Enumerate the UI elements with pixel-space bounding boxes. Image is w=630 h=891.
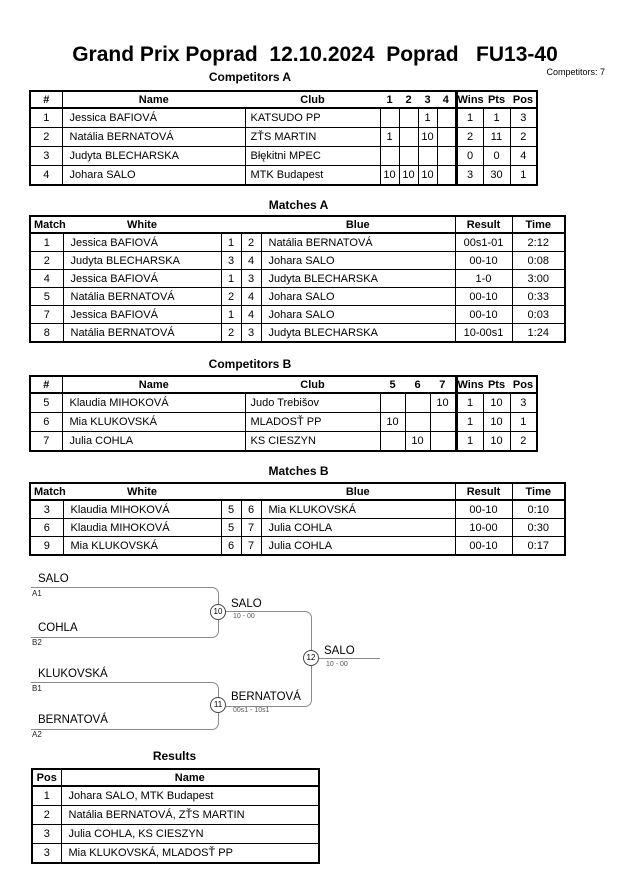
cell-wins: 3: [456, 166, 483, 186]
cell-white-num: 6: [221, 537, 241, 556]
table-row: [30, 252, 565, 270]
cell-time: 0:17: [512, 537, 565, 556]
competitors-a-table: [29, 90, 538, 186]
cell-white-name: Klaudia MIHOKOVÁ: [63, 519, 221, 537]
cell-wins: 1: [456, 393, 483, 413]
table-row: [32, 786, 319, 806]
matches-a-table: [29, 215, 566, 343]
table-row: [32, 825, 319, 844]
cell-white-name: Judyta BLECHARSKA: [63, 252, 221, 270]
cell-wins: 1: [456, 108, 483, 128]
cell-time: 0:30: [512, 519, 565, 537]
cell-round-7: [430, 432, 456, 452]
cell-number: 3: [30, 147, 62, 166]
cell-match-number: 7: [30, 306, 63, 324]
cell-club: ZŤS MARTIN: [245, 128, 380, 147]
cell-round-4: [437, 147, 456, 166]
col-header-r3: 7: [430, 376, 456, 393]
cell-name: Johara SALO, MTK Budapest: [61, 786, 319, 806]
col-header-r3: 3: [418, 91, 437, 108]
cell-name: Judyta BLECHARSKA: [62, 147, 245, 166]
cell-club: Judo Trebišov: [245, 393, 380, 413]
table-row: [30, 108, 537, 128]
cell-pos: 4: [510, 147, 537, 166]
cell-pts: 1: [483, 108, 510, 128]
cell-number: 1: [30, 108, 62, 128]
cell-round-5: 10: [380, 413, 405, 432]
col-header-number: #: [30, 376, 62, 393]
cell-round-5: [380, 432, 405, 452]
cell-pts: 0: [483, 147, 510, 166]
cell-pts: 11: [483, 128, 510, 147]
table-row: [30, 306, 565, 324]
bracket-semi1-score: 10 - 00: [233, 613, 255, 620]
cell-white-name: Mia KLUKOVSKÁ: [63, 537, 221, 556]
bracket-slot-b2-name: COHLA: [38, 622, 78, 634]
cell-time: 0:08: [512, 252, 565, 270]
cell-match-number: 5: [30, 288, 63, 306]
table-row: [30, 537, 565, 556]
cell-pos: 3: [32, 825, 61, 844]
cell-result: 10-00s1: [455, 324, 512, 343]
col-header-number: #: [30, 91, 62, 108]
table-row: [30, 166, 537, 186]
bracket-semi2-winner: BERNATOVÁ: [231, 691, 301, 703]
cell-white-num: 1: [221, 306, 241, 324]
cell-pts: 30: [483, 166, 510, 186]
cell-time: 1:24: [512, 324, 565, 343]
match-circle-12: 12: [303, 650, 319, 666]
table-header-row: [30, 483, 565, 500]
col-header-wins: Wins: [456, 376, 483, 393]
table-row: [30, 519, 565, 537]
bracket-semi1-winner: SALO: [231, 598, 262, 610]
cell-round-3: 1: [418, 108, 437, 128]
cell-time: 0:03: [512, 306, 565, 324]
cell-round-7: [430, 413, 456, 432]
bracket-slot-a2-seed: A2: [32, 730, 42, 739]
cell-blue-name: Natália BERNATOVÁ: [261, 233, 455, 252]
table-row: [30, 500, 565, 519]
col-header-white: White: [63, 216, 221, 233]
col-header-wins: Wins: [456, 91, 483, 108]
col-header-time: Time: [512, 483, 565, 500]
cell-name: Johara SALO: [62, 166, 245, 186]
cell-club: MLADOSŤ PP: [245, 413, 380, 432]
cell-pts: 10: [483, 413, 510, 432]
col-header-r1: 5: [380, 376, 405, 393]
cell-result: 00-10: [455, 288, 512, 306]
cell-name: Julia COHLA, KS CIESZYN: [61, 825, 319, 844]
cell-blue-num: 6: [241, 500, 261, 519]
table-row: [30, 233, 565, 252]
cell-name: Natália BERNATOVÁ, ZŤS MARTIN: [61, 806, 319, 825]
cell-white-name: Natália BERNATOVÁ: [63, 324, 221, 343]
cell-white-name: Jessica BAFIOVÁ: [63, 233, 221, 252]
col-header-name: Name: [61, 769, 319, 786]
cell-wins: 1: [456, 432, 483, 452]
table-row: [30, 128, 537, 147]
table-row: [32, 844, 319, 864]
cell-number: 7: [30, 432, 62, 452]
cell-blue-name: Johara SALO: [261, 288, 455, 306]
bracket-semi2-score: 00s1 - 10s1: [233, 707, 270, 714]
bracket-final-score: 10 - 00: [326, 661, 348, 668]
cell-club: Błękitni MPEC: [245, 147, 380, 166]
cell-pos: 1: [32, 786, 61, 806]
cell-white-num: 1: [221, 270, 241, 288]
cell-round-5: [380, 393, 405, 413]
cell-result: 1-0: [455, 270, 512, 288]
table-row: [30, 324, 565, 343]
col-header-blue: Blue: [261, 483, 455, 500]
col-header-r2: 2: [399, 91, 418, 108]
col-header-blue-num: [241, 483, 261, 500]
cell-wins: 0: [456, 147, 483, 166]
cell-round-4: [437, 166, 456, 186]
table-header-row: [30, 376, 537, 393]
cell-result: 00-10: [455, 252, 512, 270]
cell-pos: 2: [32, 806, 61, 825]
cell-round-3: [418, 147, 437, 166]
cell-round-2: [399, 147, 418, 166]
table-header-row: [32, 769, 319, 786]
cell-blue-name: Judyta BLECHARSKA: [261, 270, 455, 288]
cell-round-2: 10: [399, 166, 418, 186]
col-header-pos: Pos: [510, 91, 537, 108]
results-table: [31, 768, 320, 864]
bracket-final-winner: SALO: [324, 645, 355, 657]
cell-blue-name: Judyta BLECHARSKA: [261, 324, 455, 343]
col-header-result: Result: [455, 216, 512, 233]
cell-white-num: 2: [221, 324, 241, 343]
table-row: [30, 393, 537, 413]
cell-white-name: Klaudia MIHOKOVÁ: [63, 500, 221, 519]
cell-round-2: [399, 108, 418, 128]
cell-round-4: [437, 108, 456, 128]
cell-wins: 1: [456, 413, 483, 432]
cell-wins: 2: [456, 128, 483, 147]
col-header-result: Result: [455, 483, 512, 500]
cell-club: MTK Budapest: [245, 166, 380, 186]
cell-result: 10-00: [455, 519, 512, 537]
cell-round-1: 1: [380, 128, 399, 147]
cell-blue-num: 3: [241, 270, 261, 288]
col-header-name: Name: [62, 91, 245, 108]
cell-round-1: [380, 147, 399, 166]
table-row: [30, 147, 537, 166]
col-header-white-num: [221, 483, 241, 500]
cell-round-6: 10: [405, 432, 430, 452]
cell-round-4: [437, 128, 456, 147]
cell-round-3: 10: [418, 128, 437, 147]
cell-white-num: 5: [221, 500, 241, 519]
page-title: Grand Prix Poprad 12.10.2024 Poprad FU13-40: [72, 43, 558, 66]
cell-round-2: [399, 128, 418, 147]
col-header-white-num: [221, 216, 241, 233]
cell-result: 00-10: [455, 500, 512, 519]
cell-name: Natália BERNATOVÁ: [62, 128, 245, 147]
col-header-pos: Pos: [32, 769, 61, 786]
bracket-slot-a1-seed: A1: [32, 589, 42, 598]
bracket-slot-a2-name: BERNATOVÁ: [38, 714, 108, 726]
cell-pos: 1: [510, 413, 537, 432]
cell-round-6: [405, 413, 430, 432]
cell-white-name: Jessica BAFIOVÁ: [63, 306, 221, 324]
cell-name: Mia KLUKOVSKÁ: [62, 413, 245, 432]
cell-match-number: 9: [30, 537, 63, 556]
table-row: [30, 270, 565, 288]
match-circle-10: 10: [210, 604, 226, 620]
cell-number: 2: [30, 128, 62, 147]
cell-name: Julia COHLA: [62, 432, 245, 452]
cell-round-6: [405, 393, 430, 413]
table-row: [30, 288, 565, 306]
competitors-count: Competitors: 7: [546, 67, 605, 77]
bracket-slot-b1-seed: B1: [32, 684, 42, 693]
cell-name: Jessica BAFIOVÁ: [62, 108, 245, 128]
table-row: [30, 432, 537, 452]
cell-match-number: 6: [30, 519, 63, 537]
cell-blue-num: 3: [241, 324, 261, 343]
cell-time: 3:00: [512, 270, 565, 288]
cell-match-number: 1: [30, 233, 63, 252]
cell-number: 5: [30, 393, 62, 413]
cell-time: 2:12: [512, 233, 565, 252]
bracket-connector-semi2: [31, 682, 219, 730]
cell-club: KS CIESZYN: [245, 432, 380, 452]
cell-result: 00-10: [455, 306, 512, 324]
cell-round-1: [380, 108, 399, 128]
cell-number: 4: [30, 166, 62, 186]
competitors-b-title: Competitors B: [208, 357, 292, 371]
cell-blue-num: 2: [241, 233, 261, 252]
col-header-club: Club: [245, 376, 380, 393]
cell-round-3: 10: [418, 166, 437, 186]
cell-blue-name: Johara SALO: [261, 252, 455, 270]
col-header-pts: Pts: [483, 376, 510, 393]
matches-b-table: [29, 482, 566, 556]
col-header-time: Time: [512, 216, 565, 233]
col-header-r4: 4: [437, 91, 456, 108]
table-header-row: [30, 91, 537, 108]
cell-round-7: 10: [430, 393, 456, 413]
cell-time: 0:33: [512, 288, 565, 306]
cell-blue-num: 7: [241, 537, 261, 556]
bracket-connector-semi1: [31, 587, 219, 638]
matches-b-title: Matches B: [268, 464, 329, 478]
col-header-match: Match: [30, 483, 63, 500]
cell-blue-name: Julia COHLA: [261, 537, 455, 556]
cell-pos: 3: [510, 108, 537, 128]
match-circle-11: 11: [210, 697, 226, 713]
cell-result: 00s1-01: [455, 233, 512, 252]
table-header-row: [30, 216, 565, 233]
cell-blue-num: 4: [241, 252, 261, 270]
col-header-blue: Blue: [261, 216, 455, 233]
cell-blue-name: Julia COHLA: [261, 519, 455, 537]
col-header-r2: 6: [405, 376, 430, 393]
col-header-r1: 1: [380, 91, 399, 108]
cell-match-number: 4: [30, 270, 63, 288]
cell-pos: 1: [510, 166, 537, 186]
cell-result: 00-10: [455, 537, 512, 556]
bracket-slot-b1-name: KLUKOVSKÁ: [38, 668, 108, 680]
cell-match-number: 8: [30, 324, 63, 343]
cell-white-num: 3: [221, 252, 241, 270]
cell-white-num: 2: [221, 288, 241, 306]
cell-match-number: 3: [30, 500, 63, 519]
cell-white-name: Jessica BAFIOVÁ: [63, 270, 221, 288]
competitors-a-title: Competitors A: [208, 70, 292, 84]
col-header-club: Club: [245, 91, 380, 108]
cell-white-num: 5: [221, 519, 241, 537]
cell-pos: 2: [510, 432, 537, 452]
col-header-name: Name: [62, 376, 245, 393]
bracket-slot-a1-name: SALO: [38, 573, 69, 585]
cell-round-1: 10: [380, 166, 399, 186]
cell-pos: 2: [510, 128, 537, 147]
col-header-match: Match: [30, 216, 63, 233]
cell-time: 0:10: [512, 500, 565, 519]
table-row: [30, 413, 537, 432]
cell-club: KATSUDO PP: [245, 108, 380, 128]
col-header-pos: Pos: [510, 376, 537, 393]
cell-white-name: Natália BERNATOVÁ: [63, 288, 221, 306]
cell-pts: 10: [483, 393, 510, 413]
cell-name: Klaudia MIHOKOVÁ: [62, 393, 245, 413]
table-row: [32, 806, 319, 825]
competitors-b-table: [29, 375, 538, 452]
bracket-final-out-line: [319, 658, 380, 659]
cell-blue-name: Johara SALO: [261, 306, 455, 324]
cell-pos: 3: [32, 844, 61, 864]
matches-a-title: Matches A: [268, 198, 329, 212]
results-title: Results: [152, 749, 197, 763]
cell-number: 6: [30, 413, 62, 432]
cell-match-number: 2: [30, 252, 63, 270]
col-header-blue-num: [241, 216, 261, 233]
cell-white-num: 1: [221, 233, 241, 252]
col-header-white: White: [63, 483, 221, 500]
cell-pts: 10: [483, 432, 510, 452]
cell-blue-num: 4: [241, 288, 261, 306]
cell-pos: 3: [510, 393, 537, 413]
cell-blue-name: Mia KLUKOVSKÁ: [261, 500, 455, 519]
cell-blue-num: 4: [241, 306, 261, 324]
bracket-slot-b2-seed: B2: [32, 638, 42, 647]
cell-name: Mia KLUKOVSKÁ, MLADOSŤ PP: [61, 844, 319, 864]
cell-blue-num: 7: [241, 519, 261, 537]
col-header-pts: Pts: [483, 91, 510, 108]
